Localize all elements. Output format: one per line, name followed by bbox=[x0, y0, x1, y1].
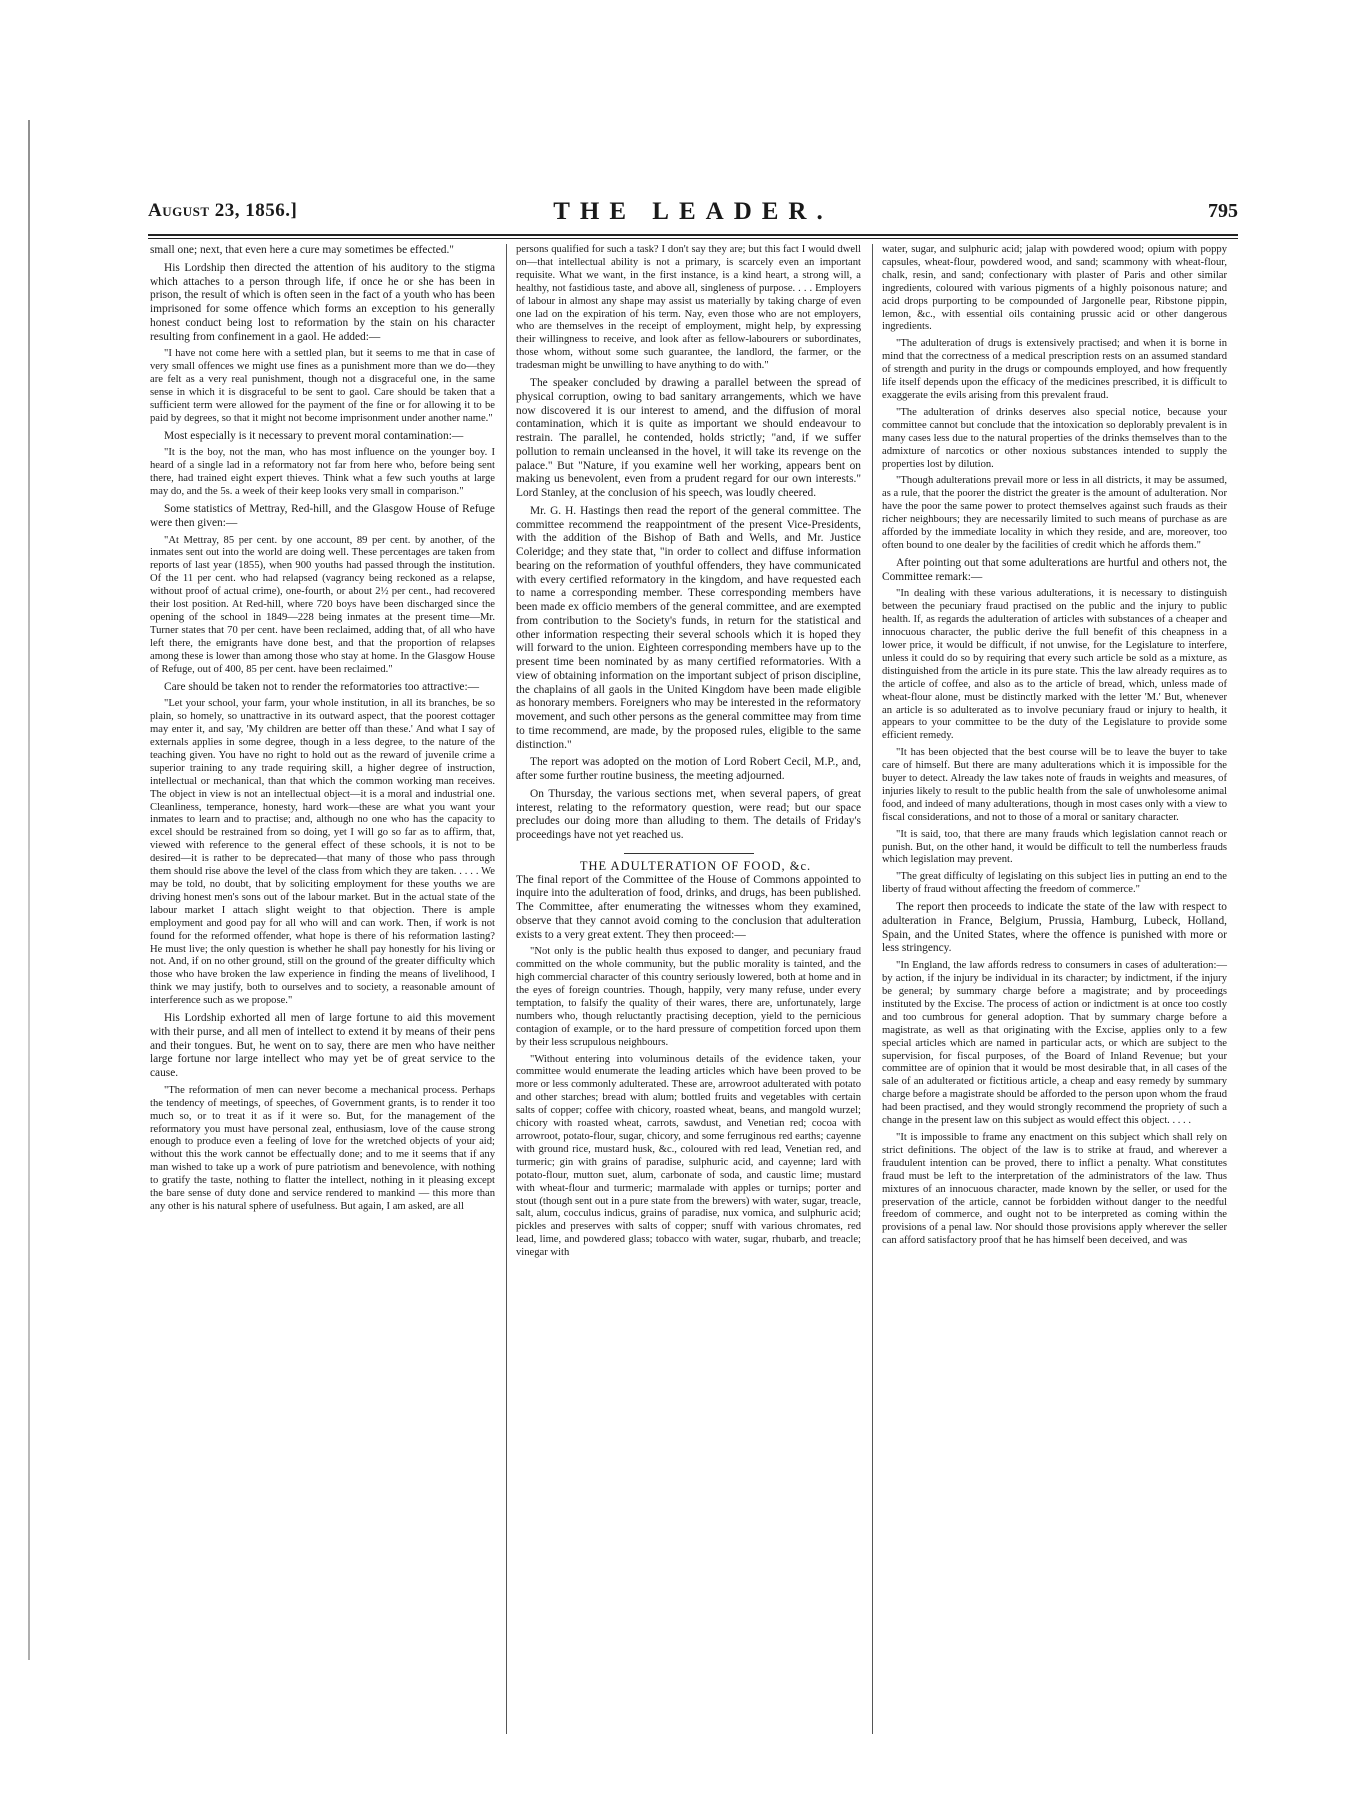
col1-paragraph-8: Care should be taken not to render the reformatories too attractive:— bbox=[164, 680, 480, 693]
col2-paragraph-4: The report was adopted on the motion of Lord Robert Cecil, M.P., and, after some further routine business, the meeting adjourned. bbox=[516, 756, 861, 783]
col2-quote-public-health: "Not only is the public health thus exposed to danger, and pecuniary fraud committed on the whole community, but the public morality is tainted, and the high commercial character of this country seriously lowered, both at home and in the eyes of foreign countries. Though, happily, very many refuse, under every temptation, to falsify the quality of their wares, there are, unfortunately, large numbers who, though reluctantly practising deception, yield to the pernicious contagion of example, or to the hard pressure of competition forced upon them by their less scrupulous neighbours. bbox=[516, 946, 861, 1048]
col1-quote-fines: "I have not come here with a settled plan, but it seems to me that in case of very small offences we might use fines as a punishment more than we do—they are felt as a very real punishment, though not a disgraceful one, in the same sense in which it is disgraceful to be sent to gaol. Care should be taken that a sufficient term were allowed for the payment of the fine or for allowing it to be paid by degrees, so that it might not become imprisonment under another name." bbox=[150, 348, 495, 424]
col3-quote-drugs: "The adulteration of drugs is extensively practised; and when it is borne in mind that the correctness of a medical prescription rests on an assumed standard of strength and purity in the drugs or compounds employed, and how frequently life itself depends upon the efficacy of the medicines prescribed, it is difficult to exaggerate the evils arising from this prevalent fraud. bbox=[882, 338, 1227, 401]
masthead bbox=[148, 200, 1238, 226]
col2-paragraph-3: Mr. G. H. Hastings then read the report of the general committee. The committee recommend the reappointment of the present Vice-Presidents, with the addition of the Bishop of Bath and Wells, and Mr. Justice Coleridge; and they state that, "in order to collect and diffuse information bearing on the reformation of youthful offenders, they have communicated with every certified reformatory in the kingdom, and have requested each to name a corresponding member. These corresponding members have been made ex officio members of the general committee, and are exempted from contribution to the Society's funds, in return for the statistical and other information respecting their several schools which it is hoped they will forward to the union. Eighteen corresponding members have up to the present time been nominated by as many certified reformatories. With a view of obtaining information on the important subject of prison discipline, the chaplains of all gaols in the United Kingdom have been made eligible as honorary members. Foreigners who may be interested in the reformatory movement, and such other persons as the general committee may from time to time recommend, are made, by the proposed rules, eligible to the same distinction." bbox=[516, 504, 861, 751]
newspaper-title: THE LEADER. bbox=[553, 198, 833, 225]
column-2 bbox=[516, 244, 861, 1260]
column-1 bbox=[150, 244, 495, 1214]
col1-quote-reformation: "The reformation of men can never become a mechanical process. Perhaps the tendency of meetings, of speeches, of Government grants, is to render it too much so, or to treat it as if it were so. But, for the management of the reformatory you must have personal zeal, enthusiasm, love of the cause strong enough to produce even a feeling of love for the wretched objects of your aid; without this the work cannot be effectually done; and to me it seems that if any man wished to take up a work of pure patriotism and benevolence, with nothing to gratify the taste, nothing to flatter the intellect, nothing in it pleasing except the bare sense of duty done and service rendered to mankind — this more than any other is his natural sphere of usefulness. But again, I am asked, are all bbox=[150, 1084, 495, 1212]
col3-quote-drinks: "The adulteration of drinks deserves also special notice, because your committee cannot but conclude that the intoxication so deplorably prevalent is in many cases less due to the natural properties of the drinks themselves than to the admixture of narcotics or other noxious substances intended to supply the properties lost by dilution. bbox=[882, 406, 1227, 470]
col3-quote-continued: water, sugar, and sulphuric acid; jalap with powdered wood; opium with poppy capsules, wheat-flour, powdered wood, and sand; scammony with wheat-flour, chalk, resin, and sand; confectionary with plaster of Paris and other similar ingredients, coloured with various pigments of a highly poisonous nature; and acid drops purporting to be compounded of Jargonelle pear, Ribstone pippin, lemon, &c., with essential oils containing prussic acid or other dangerous ingredients. bbox=[882, 244, 1227, 333]
col2-quote-articles: "Without entering into voluminous details of the evidence taken, your committee would enumerate the leading articles which have been proved to be more or less commonly adulterated. These are, arrowroot adulterated with potato and other starches; bread with alum; bottled fruits and vegetables with certain salts of copper; coffee with chicory, roasted wheat, beans, and mangold wurzel; chicory with roasted wheat, carrots, sawdust, and Venetian red; cocoa with arrowroot, potato-flour, sugar, chicory, and some ferruginous red earths; cayenne with ground rice, mustard husk, &c., coloured with red lead, Venetian red, and turmeric; gin with grains of paradise, sulphuric acid, and cayenne; lard with potato-flour, mutton suet, alum, carbonate of soda, and caustic lime; mustard with wheat-flour and turmeric; marmalade with apples or turnips; porter and stout (though sent out in a pure state from the brewers) with water, sugar, treacle, salt, alum, cocculus indicus, grains of paradise, nux vomica, and sulphuric acid; pickles and preserves with salts of copper; snuff with various chromates, red lead, lime, and powdered glass; tobacco with water, sugar, rhubarb, and treacle; vinegar with bbox=[516, 1053, 861, 1259]
col3-quote-pecuniary: "In dealing with these various adulterations, it is necessary to distinguish between the pecuniary fraud practised on the public and the injury to public health. If, as regards the adulteration of articles with substances of a cheaper and innocuous character, the public derive the full benefit of this cheapness in a lower price, it would be difficult, if not unwise, for the Legislature to interfere, unless it could do so by requiring that every such article be sold as a mixture, as distinguished from the article in its pure state. This the law already requires as to the article of coffee, and also as to the article of bread, which, unless made of wheat-flour alone, must be distinctly marked with the letter 'M.' But, whenever an article is so adulterated as to involve pecuniary fraud or injury to health, it appears to your committee to be the duty of the Legislature to provide some efficient remedy. bbox=[882, 588, 1227, 742]
header-rule-thin bbox=[148, 238, 1238, 239]
col3-quote-england: "In England, the law affords redress to consumers in cases of adulteration:—by action, if the injury be individual in its character; by indictment, if the injury be general; by summary charge before a magistrate; and by proceedings instituted by the Excise. The process of action or indictment is at once too costly and too cumbrous for general adoption. That by summary charge before a magistrate, as well as that originating with the Excise, applies only to a few special articles which are named in particular acts, or which are subject to the supervision, for fiscal purposes, of the Board of Inland Revenue; but your committee are of opinion that it would be most desirable that, in all cases of the sale of an adulterated or fictitious article, a cheap and easy remedy by summary charge before a magistrate should be afforded to the person upon whom the fraud had been practised, and they would strongly recommend the propriety of such a change in the present law on this subject as would effect this object. . . . . bbox=[882, 960, 1227, 1127]
col1-quote-statistics: "At Mettray, 85 per cent. by one account, 89 per cent. by another, of the inmates sent out into the world are doing well. These percentages are taken from reports of last year (1855), when 900 youths had passed through the institution. Of the 11 per cent. who had relapsed (vagrancy being reckoned as a relapse, without proof of actual crime), one-fourth, or about 2½ per cent., had recovered their lost position. At Red-hill, where 720 boys have been discharged since the opening of the school in 1849—228 being inmates at the present time—Mr. Turner states that 70 per cent. have been reclaimed, adding that, of all who have left there, the emigrants have done best, and that the proportion of relapses among these is lower than among those who stay at home. In the Glasgow House of Refuge, out of 400, 85 per cent. have been reclaimed." bbox=[150, 534, 495, 675]
col2-paragraph-2: The speaker concluded by drawing a parallel between the spread of physical corruption, owing to bad sanitary arrangements, which we have now discovered it is our interest to amend, and the diffusion of moral contamination, which it is quite as important we should endeavour to restrain. The parallel, he contended, holds strictly; "and, if we suffer pollution to remain uncleansed in the hovel, it will take its revenge on the palace." But "Nature, if you examine well her working, appears bent on making us benevolent, even from a prudent regard for our own interests." Lord Stanley, at the conclusion of his speech, was loudly cheered. bbox=[516, 377, 861, 500]
col3-quote-poor: "Though adulterations prevail more or less in all districts, it may be assumed, as a rule, that the poorer the district the greater is the amount of adulteration. Nor have the poor the same power to protect themselves against such frauds as their richer neighbours; they are necessarily limited to such means of purchase as are afforded by the immediate locality in which they reside, and are, moreover, too often bound to one dealer by the facilities of credit which he affords them." bbox=[882, 475, 1227, 551]
col3-quote-difficulty: "The great difficulty of legislating on this subject lies in putting an end to the liberty of fraud without affecting the freedom of commerce." bbox=[882, 871, 1227, 896]
col1-quote-school: "Let your school, your farm, your whole institution, in all its branches, be so plain, so homely, so unattractive in its outward aspect, that the poorest cottager may enter it, and say, 'My children are better off than these.' And what I say of externals applies in some degree, though in a less degree, to the nature of the teaching given. You have no right to hold out as the reward of juvenile crime a superior training to any trade requiring skill, a higher degree of instruction, intellectual or mechanical, than that which the common working man receives. The object in view is not an intellectual object—it is a moral and industrial one. Cleanliness, temperance, honesty, hard work—these are what you want your inmates to learn and to practise; and, although no one who has the capacity to excel should be restrained from so doing, yet I will go so far as to affirm, that, viewed with reference to the general effect of these schools, it is not to be desired—it is rather to be deprecated—that many of those who pass through them should rise above the level of the class from which they are taken. . . . . We may be told, no doubt, that by soliciting employment for these youths we are driving honest men's sons out of the labour market. But in the actual state of the labour market I attach slight weight to that objection. There is ample employment and good pay for all who will and can work. Then, if work is not found for the reformed offender, what hope is there of his reformation lasting? He must live; the only question is whether he shall pay honestly for his living or not. And, if on no other ground, still on the ground of the greater difficulty which those who have broken the law experience in finding the means of livelihood, I think we may justify, both to ourselves and to society, a reasonable amount of interference such as we propose." bbox=[150, 698, 495, 1007]
col1-paragraph-2: His Lordship then directed the attention of his auditory to the stigma which attaches to a person through life, if once he or she has been in prison, the result of which is often seen in the fact of a youth who has been imprisoned for some offence which forms an exception to his generally honest conduct being lost to reformation by the stain on his character resulting from confinement in a gaol. He added:— bbox=[150, 261, 495, 343]
col3-quote-definitions: "It is impossible to frame any enactment on this subject which shall rely on strict definitions. The object of the law is to strike at fraud, and wherever a fraudulent intention can be proved, there to inflict a penalty. What constitutes fraud must be left to the interpretation of the administrators of the law. Thus mixtures of an innocuous character, made known by the seller, or used for the preservation of the article, cannot be forbidden without danger to the needful freedom of commerce, and ought not to be interpreted as coming within the provisions of a penal law. Nor should those provisions apply wherever the seller can afford satisfactory proof that he has himself been deceived, and was bbox=[882, 1131, 1227, 1247]
col3-paragraph-5: After pointing out that some adulterations are hurtful and others not, the Committee remark:— bbox=[882, 556, 1227, 583]
section-heading-adulteration: THE ADULTERATION OF FOOD, &c. bbox=[579, 858, 812, 873]
col1-quote-influence: "It is the boy, not the man, who has most influence on the younger boy. I heard of a single lad in a reformatory not far from here who, before being sent there, had trained eight expert thieves. Think what a few such youths at large may do, and the 5s. a week of their keep looks very small in comparison." bbox=[150, 447, 495, 498]
column-divider-2 bbox=[872, 244, 873, 1734]
col3-paragraph-10: The report then proceeds to indicate the state of the law with respect to adulteration in France, Belgium, Prussia, Hamburg, Lubeck, Holland, Spain, and the United States, where the offence is punished with more or less stringency. bbox=[882, 901, 1227, 955]
section-divider bbox=[624, 853, 754, 854]
issue-date: August 23, 1856.] bbox=[148, 200, 298, 221]
header-rule-thick bbox=[148, 234, 1238, 236]
col1-paragraph-10: His Lordship exhorted all men of large fortune to aid this movement with their purse, and all men of intellect to extend it by means of their pens and their tongues. But, he went on to say, there are men who have neither large fortune nor large intellect who may yet be of great service to the cause. bbox=[150, 1012, 495, 1080]
col1-paragraph-1: small one; next, that even here a cure may sometimes be effected." bbox=[150, 244, 454, 256]
col3-quote-objected: "It has been objected that the best course will be to leave the buyer to take care of himself. But there are many adulterations which it is impossible for the buyer to detect. Already the law takes note of frauds in weights and measures, of injuries likely to result to the public health from the sale of unwholesome animal food, and indeed of many adulterations, though in most cases only with a view to fiscal considerations, and not to those of a moral or sanitary character. bbox=[882, 747, 1227, 823]
col3-quote-legislation: "It is said, too, that there are many frauds which legislation cannot reach or punish. But, on the other hand, it would be difficult to tell the numberless frauds which legislation may prevent. bbox=[882, 828, 1227, 866]
col2-paragraph-5: On Thursday, the various sections met, when several papers, of great interest, relating to the reformatory question, were read; but our space precludes our doing more than alluding to them. The details of Friday's proceedings have not yet reached us. bbox=[516, 787, 861, 842]
col2-paragraph-6: The final report of the Committee of the House of Commons appointed to inquire into the adulteration of food, drinks, and drugs, has been published. The Committee, after enumerating the witnesses whom they examined, observe that they cannot avoid coming to the conclusion that adulteration exists to a very great extent. They then proceed:— bbox=[516, 873, 861, 941]
column-3 bbox=[882, 244, 1227, 1248]
col2-quote-continued: persons qualified for such a task? I don't say they are; but this fact I would dwell on—that intellectual ability is not a primary, is scarcely even an important requisite. What we want, in the first instance, is a kind heart, a strong will, a healthy, not fastidious taste, and above all, singleness of purpose. . . . Employers of labour in almost any shape may assist us materially by taking charge of even one lad on the expiration of his term. Nay, even those who are not employers, who are themselves in the receipt of employment, might help, by expressing their willingness to receive, and look after as fellow-labourers or subordinates, those whom, without some such guarantee, the landlord, the farmer, or the tradesman might be unwilling to have anything to do with." bbox=[516, 244, 861, 372]
col1-paragraph-4: Most especially is it necessary to prevent moral contamination:— bbox=[164, 429, 464, 442]
page-binding-edge bbox=[28, 120, 30, 1660]
col1-paragraph-6: Some statistics of Mettray, Red-hill, and the Glasgow House of Refuge were then given:— bbox=[150, 503, 495, 529]
column-divider-1 bbox=[506, 244, 507, 1734]
page-number: 795 bbox=[1208, 200, 1238, 222]
